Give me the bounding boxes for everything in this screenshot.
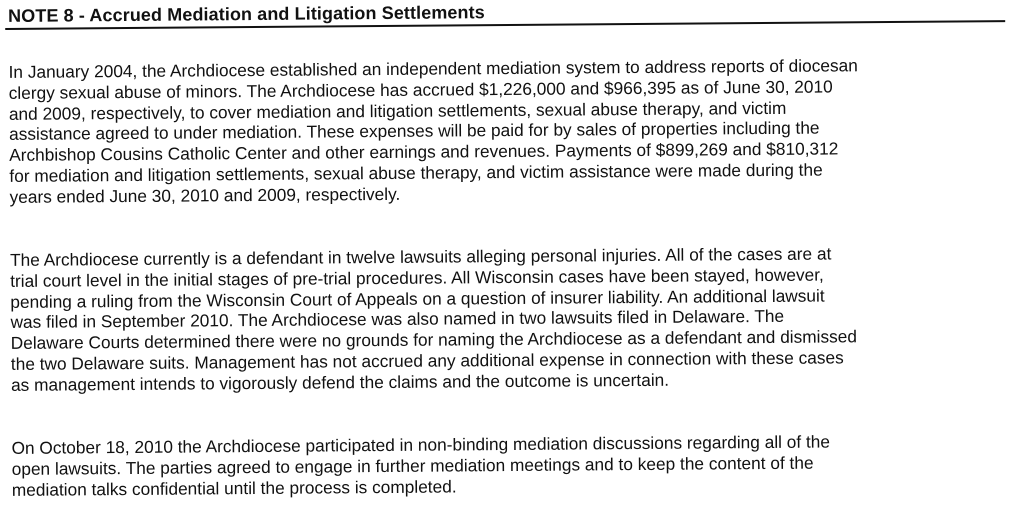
text-line: The Archdiocese currently is a defendant in twelve lawsuits alleging personal injuries. All of the cases are at (9, 243, 832, 270)
text-line: On October 18, 2010 the Archdiocese participated in non-binding mediation discussions regarding all of the (11, 431, 831, 458)
text-line: assistance agreed to under mediation. These expenses will be paid for by sales of properties including the (8, 117, 820, 145)
text-line: mediation talks confidential until the process is completed. (11, 476, 457, 500)
text-line: the two Delaware suits. Management has not accrued any additional expense in connection with these cases (10, 347, 844, 374)
text-line: Delaware Courts determined there were no grounds for naming the Archdiocese as a defendant and dismissed (10, 326, 858, 354)
paragraph-mediation-system (8, 54, 1009, 207)
text-line: as management intends to vigorously defend the claims and the outcome is uncertain. (10, 369, 670, 395)
text-line: for mediation and litigation settlements, sexual abuse therapy, and victim assistance were made during the (9, 159, 823, 186)
text-line: was filed in September 2010. The Archdiocese was also named in two lawsuits filed in Delaware. The (10, 306, 785, 333)
text-line: years ended June 30, 2010 and 2009, respectively. (9, 183, 401, 207)
text-line: open lawsuits. The parties agreed to engage in further mediation meetings and to keep the content of the (11, 452, 814, 479)
paragraph-lawsuits (10, 242, 1011, 395)
note-title: NOTE 8 - Accrued Mediation and Litigation Settlements (8, 2, 485, 26)
text-line: In January 2004, the Archdiocese established an independent mediation system to address reports of diocesan (8, 55, 858, 82)
text-line: Archbishop Cousins Catholic Center and other earnings and revenues. Payments of $899,269 and $810,312 (9, 138, 839, 166)
text-line: clergy sexual abuse of minors. The Archdiocese has accrued $1,226,000 and $966,395 as of June 30, 2010 (8, 76, 833, 103)
text-line: and 2009, respectively, to cover mediation and litigation settlements, sexual abuse therapy, and victim (8, 97, 787, 124)
paragraph-mediation-discussions (11, 430, 1011, 500)
text-line: pending a ruling from the Wisconsin Court of Appeals on a question of insurer liability. An additional lawsuit (10, 285, 825, 312)
text-line: trial court level in the initial stages of pre-trial procedures. All Wisconsin cases have been stayed, however, (10, 264, 824, 291)
